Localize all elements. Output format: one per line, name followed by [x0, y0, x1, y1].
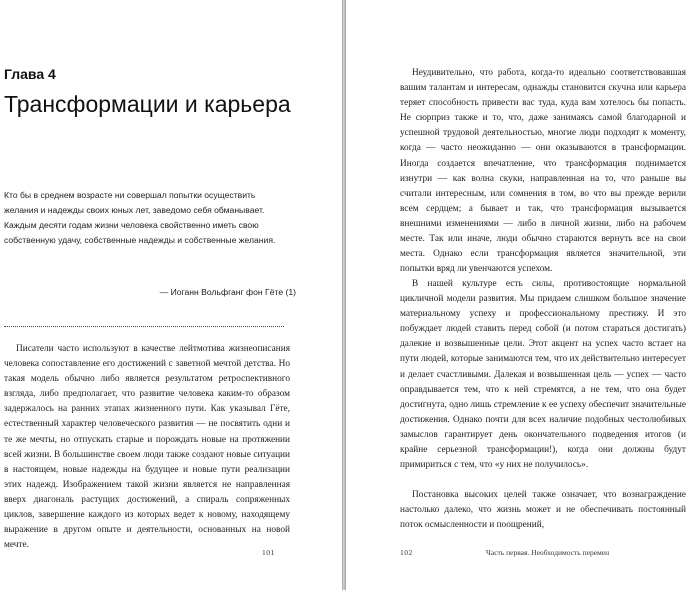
right-body-paragraph-3: Постановка высоких целей также означает, что вознаграждение настолько далеко, что жизнь может и не обеспечивать постоянный поток осмысленности и поощрений, — [400, 490, 686, 531]
right-body-paragraph-2: В нашей культуре есть силы, противостоящие нормальной цикличной модели развития. Мы придаем слишком большое значение материальному успеху и профессиональному престижу. И это побуждает людей ставить перед собой (и потом стараться достигать) далекие и возвышенные цели. Этот акцент на успех часто встает на пути людей, которые занимаются тем, что их действительно интересует и делает счастливыми. Далекая и возвышенная цель — успех — часто оправдывается тем, что к ней стремятся, а не тем, что она будет достигнута, одно лишь стремление к ее успеху обеспечит значительные достижения. Однако почти для всех наличие подобных честолюбивых замыслов гарантирует день окончательного подведения итогов (и крайне серьезной трансформации!), когда они должны будут примириться с тем, что «у них не получилось». — [400, 279, 686, 471]
dotted-divider — [4, 326, 284, 327]
chapter-label: Глава 4 — [4, 66, 56, 82]
page-number-right: 102 — [400, 548, 413, 557]
running-head: Часть первая. Необходимость перемен — [486, 548, 610, 557]
epigraph: Кто бы в среднем возрасте ни совершал попытки осуществить желания и надежды своих юных лет, заведомо себя обманывает. Каждым десяти годам жизни человека свойственно иметь свою собственную удачу, собственные надежды и собственные желания. — [4, 190, 276, 245]
left-body-paragraph: Писатели часто используют в качестве лейтмотива жизнеописания человека сопоставление его достижений с заветной мечтой детства. Но такая модель обычно либо является результатом ретроспективного взгляда, либо предполагает, что развитие человека каким-то образом задержалось на ранних этапах жизненного пути. Как указывал Гёте, естественный характер человеческого развития — не посвятить одни и те же мечты, но отпускать старые и порождать новые на протяжении всей жизни. В большинстве своем люди также создают новые ситуации в настоящем, новые надежды на будущее и новые пути реализации этих надежд. Изображением такой жизни является не направленная вверх диагональ растущих достижений, а спираль сопряженных циклов, завершение каждого из которых ведет к новому, находящему выражение в другом опыте и деятельности, основанных на новой мечте. — [4, 344, 290, 551]
left-page — [0, 0, 342, 590]
page-number-left: 101 — [262, 548, 275, 557]
right-body-paragraph-1: Неудивительно, что работа, когда-то идеально соответствовавшая вашим талантам и интересам, однажды становится скучна или карьера теряет способность привести вас туда, куда вам хотелось бы попасть. Не сюрприз также и то, что, даже занимаясь самой благодарной и успешной трудовой деятельностью, многие люди подходят к моменту, когда — часто неожиданно — они оказываются в трансформации. Иногда создается впечатление, что трансформация поднимается изнутри — как волна скуки, направленная на то, что раньше вы считали интересным, или сомнения в том, во что вы прежде верили всем сердцем; а бывает и так, что трансформация вызывается внешними изменениями — либо в личной жизни, либо на рабочем месте. Так или иначе, люди обычно стараются вернуть все на свои места. Однако если трансформация является значительной, эти попытки вряд ли увенчаются успехом. — [400, 68, 686, 275]
chapter-title: Трансформации и карьера — [4, 91, 291, 117]
right-page — [346, 0, 688, 590]
epigraph-author: — Иоганн Вольфганг фон Гёте (1) — [159, 287, 296, 297]
